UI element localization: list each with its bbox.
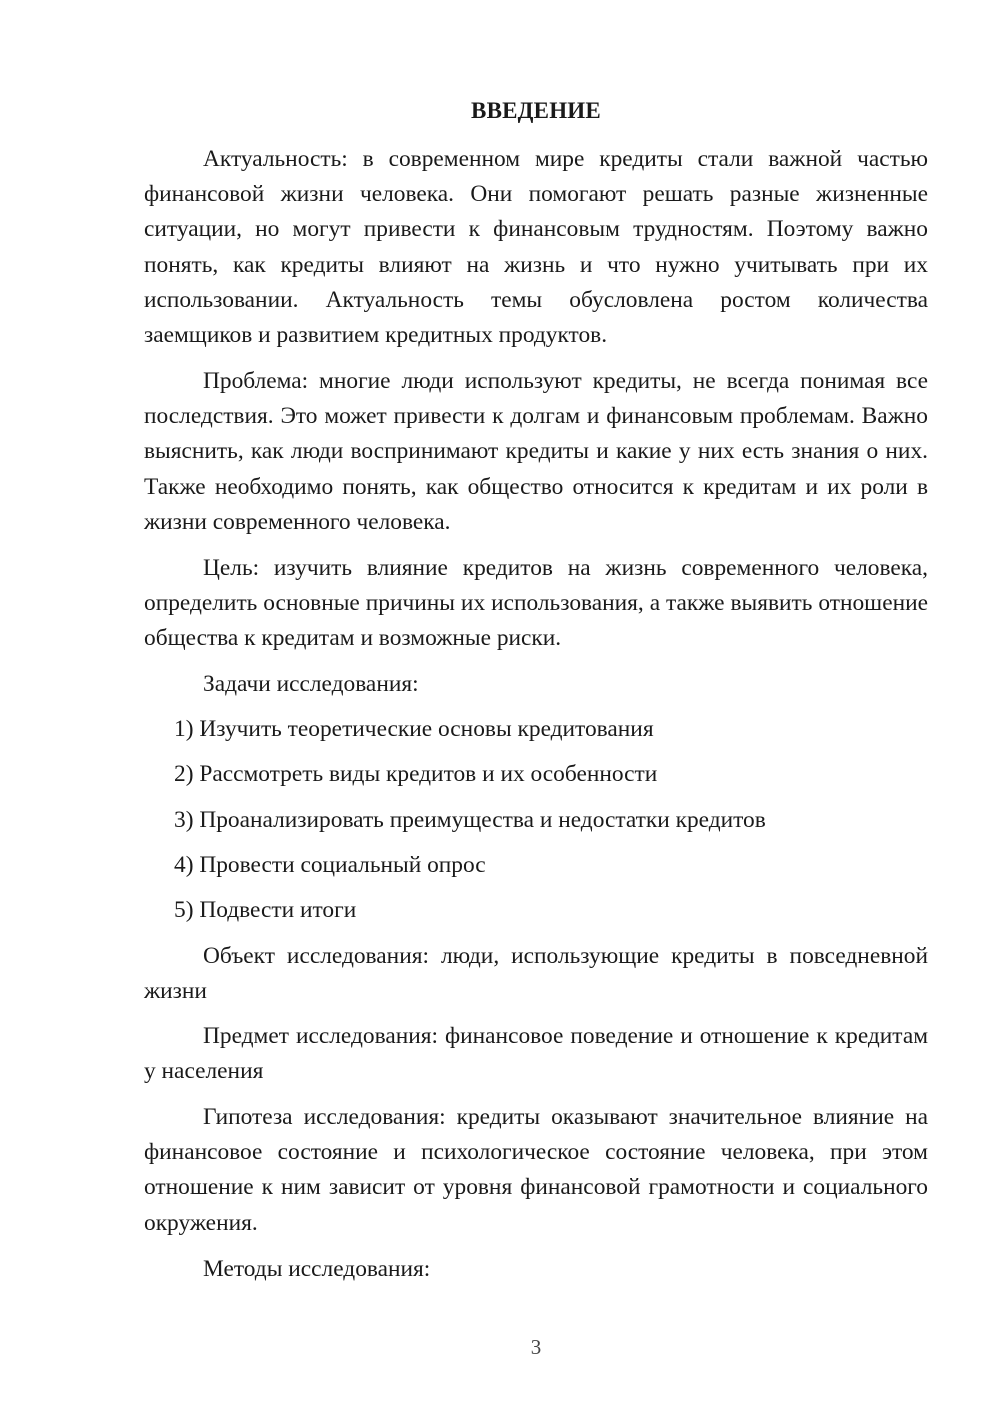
paragraph-relevance: Актуальность: в современном мире кредиты стали важной частью финансовой жизни человека. Они помогают решать разные жизненные ситуации, но могут привести к финансовым трудностям. Поэтому важно понять, как кредиты влияют на жизнь и что нужно учитывать при их использовании. Актуальность темы обусловлена ростом количества заемщиков и развитием кредитных продуктов. (144, 146, 928, 349)
paragraph-object: Объект исследования: люди, использующие кредиты в повседневной жизни (144, 943, 928, 1005)
tasks-heading: Задачи исследования: (203, 671, 419, 697)
task-item-5: 5) Подвести итоги (174, 897, 357, 923)
task-item-1: 1) Изучить теоретические основы кредитования (174, 716, 654, 742)
paragraph-hypothesis: Гипотеза исследования: кредиты оказывают значительное влияние на финансовое состояние и психологическое состояние человека, при этом отношение к ним зависит от уровня финансовой грамотности и социального окружения. (144, 1104, 928, 1236)
document-page (144, 0, 928, 1414)
page-number: 3 (530, 1335, 542, 1359)
task-item-3: 3) Проанализировать преимущества и недостатки кредитов (174, 807, 766, 833)
task-item-4: 4) Провести социальный опрос (174, 852, 486, 878)
task-item-2: 2) Рассмотреть виды кредитов и их особенности (174, 761, 658, 787)
paragraph-goal: Цель: изучить влияние кредитов на жизнь современного человека, определить основные причины их использования, а также выявить отношение общества к кредитам и возможные риски. (144, 555, 928, 652)
methods-heading: Методы исследования: (203, 1256, 431, 1282)
paragraph-subject: Предмет исследования: финансовое поведение и отношение к кредитам у населения (144, 1023, 928, 1085)
section-title: ВВЕДЕНИЕ (471, 98, 601, 123)
paragraph-problem: Проблема: многие люди используют кредиты, не всегда понимая все последствия. Это может привести к долгам и финансовым проблемам. Важно выяснить, как люди воспринимают кредиты и какие у них есть знания о них. Также необходимо понять, как общество относится к кредитам и их роли в жизни современного человека. (144, 368, 928, 535)
